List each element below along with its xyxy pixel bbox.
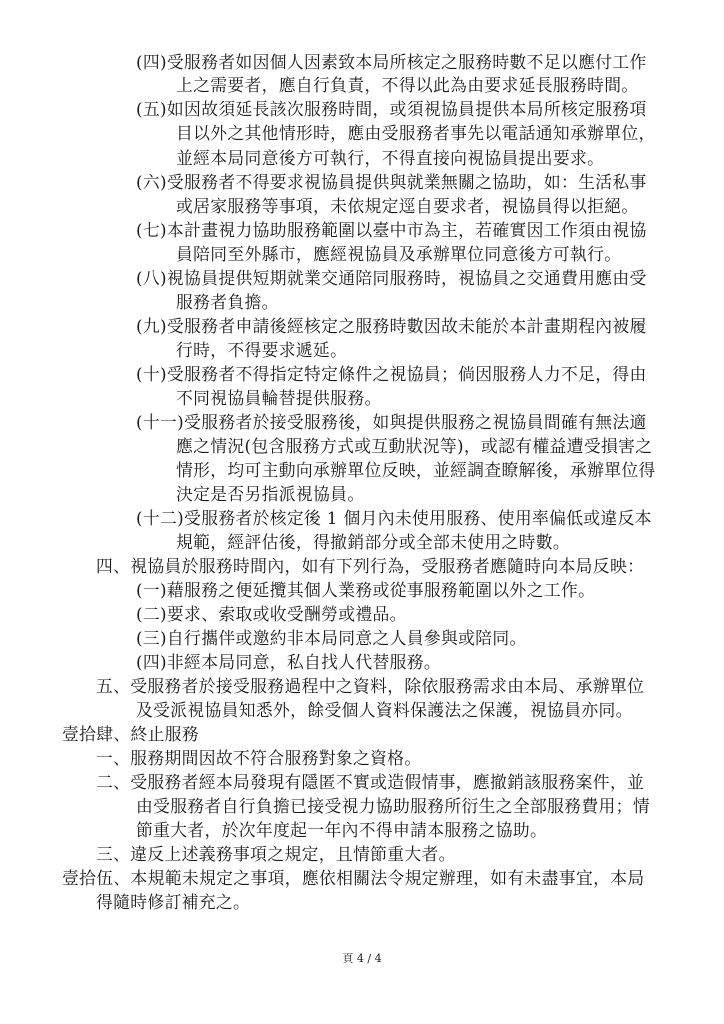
text-line: 規範，經評估後，得撤銷部分或全部未使用之時數。 [176, 532, 571, 552]
text-line: 一、服務期間因故不符合服務對象之資格。 [96, 748, 422, 768]
text-line: (九)受服務者申請後經核定之服務時數因故未能於本計畫期程內被履 [136, 316, 647, 336]
text-line: 決定是否另指派視協員。 [176, 484, 365, 504]
text-line: (十)受服務者不得指定特定條件之視協員；倘因服務人力不足，得由 [136, 364, 647, 384]
text-line: 五、受服務者於接受服務過程中之資料，除依服務需求由本局、承辦單位 [96, 676, 645, 696]
text-line: 三、違反上述義務事項之規定，且情節重大者。 [96, 844, 456, 864]
text-line: 及受派視協員知悉外，餘受個人資料保護法之保護，視協員亦同。 [136, 700, 633, 720]
text-line: (八)視協員提供短期就業交通陪同服務時，視協員之交通費用應由受 [136, 268, 647, 288]
section-heading: 壹拾肆、終止服務 [62, 724, 200, 744]
text-line: (四)受服務者如因個人因素致本局所核定之服務時數不足以應付工作 [136, 52, 647, 72]
text-line: (二)要求、索取或收受酬勞或禮品。 [136, 604, 407, 624]
text-line: (四)非經本局同意，私自找人代替服務。 [136, 652, 442, 672]
text-line: (五)如因故須延長該次服務時間，或須視協員提供本局所核定服務項 [136, 99, 647, 119]
text-line: 四、視協員於服務時間內，如有下列行為，受服務者應隨時向本局反映： [96, 556, 645, 576]
text-line: (十二)受服務者於核定後 1 個月內未使用服務、使用率偏低或違反本 [136, 508, 652, 528]
section-heading: 壹拾伍、本規範未規定之事項，應依相關法令規定辦理，如有未盡事宜，本局 [62, 868, 645, 888]
text-line: 應之情況(包含服務方式或互動狀況等)，或認有權益遭受損害之 [176, 436, 653, 456]
text-line: (七)本計畫視力協助服務範圍以臺中市為主，若確實因工作須由視協 [136, 220, 647, 240]
text-line: 得隨時修訂補充之。 [96, 892, 251, 912]
text-line: 並經本局同意後方可執行，不得直接向視協員提出要求。 [176, 148, 605, 168]
text-line: 由受服務者自行負擔已接受視力協助服務所衍生之全部服務費用；情 [136, 796, 650, 816]
text-line: 員陪同至外縣市，應經視協員及承辦單位同意後方可執行。 [176, 244, 622, 264]
text-line: 行時，不得要求遞延。 [176, 340, 348, 360]
text-line: 情形，均可主動向承辦單位反映，並經調查瞭解後，承辦單位得 [176, 460, 656, 480]
text-line: 或居家服務等事項，未依規定逕自要求者，視協員得以拒絕。 [176, 196, 639, 216]
text-line: (十一)受服務者於接受服務後，如與提供服務之視協員間確有無法適 [136, 412, 647, 432]
text-line: 目以外之其他情形時，應由受服務者事先以電話通知承辦單位， [176, 123, 656, 143]
text-line: 節重大者，於次年度起一年內不得申請本服務之協助。 [136, 820, 548, 840]
text-line: 上之需要者，應自行負責，不得以此為由要求延長服務時間。 [176, 75, 639, 95]
text-line: 服務者負擔。 [176, 292, 279, 312]
text-line: 不同視協員輪替提供服務。 [176, 388, 382, 408]
text-line: (三)自行攜伴或邀約非本局同意之人員參與或陪同。 [136, 628, 527, 648]
text-line: (六)受服務者不得要求視協員提供與就業無關之協助，如：生活私事 [136, 172, 647, 192]
text-line: (一)藉服務之便延攬其個人業務或從事服務範圍以外之工作。 [136, 580, 596, 600]
text-line: 二、受服務者經本局發現有隱匿不實或造假情事，應撤銷該服務案件，並 [96, 772, 645, 792]
page-number: 頁 4 / 4 [342, 952, 382, 965]
